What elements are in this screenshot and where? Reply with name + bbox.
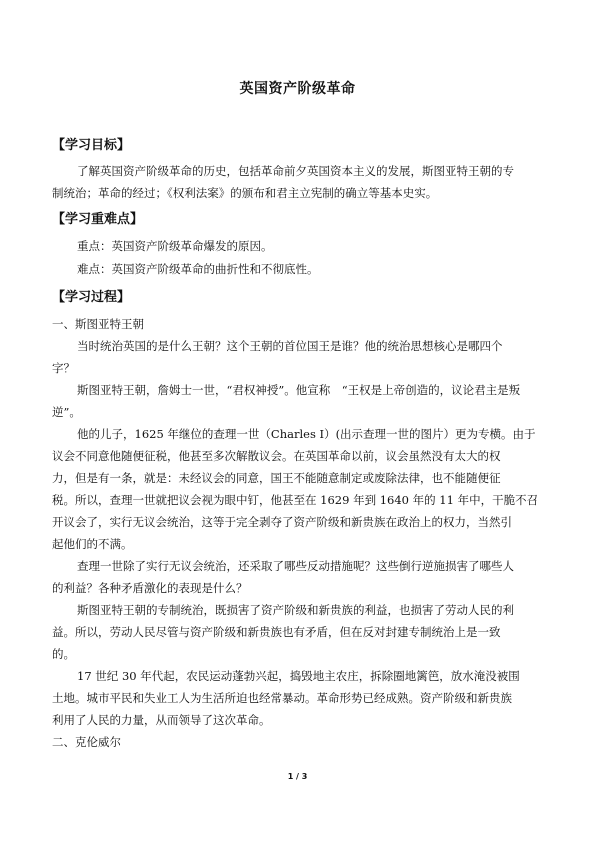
body-line: 利用了人民的力量，从而领导了这次革命。 bbox=[52, 713, 271, 727]
body-line: 逆”。 bbox=[52, 405, 81, 419]
body-line: 的。 bbox=[52, 647, 75, 661]
body-line: 查理一世除了实行无议会统治，还采取了哪些反动措施呢？这些倒行逆施损害了哪些人 bbox=[77, 559, 514, 573]
body-line: 议会不同意他随便征税，他甚至多次解散议会。在英国革命以前，议会虽然没有太大的权 bbox=[52, 449, 501, 463]
body-line: 起他们的不满。 bbox=[52, 537, 133, 551]
body-line: 税。所以，查理一世就把议会视为眼中钉，他甚至在 1629 年到 1640 年的 11 年中，干脆不召 bbox=[52, 493, 539, 507]
body-line: 斯图亚特王朝的专制统治，既损害了资产阶级和新贵族的利益，也损害了劳动人民的利 bbox=[77, 603, 514, 617]
body-line: 的利益？各种矛盾激化的表现是什么？ bbox=[52, 581, 248, 595]
key-point-line: 重点：英国资产阶级革命爆发的原因。 bbox=[77, 239, 273, 253]
body-line: 益。所以，劳动人民尽管与资产阶级和新贵族也有矛盾，但在反对封建专制统治上是一致 bbox=[52, 625, 501, 639]
body-line: 土地。城市平民和失业工人为生活所迫也经常暴动。革命形势已经成熟。资产阶级和新贵族 bbox=[52, 691, 512, 705]
heading-key-points: 【学习重难点】 bbox=[52, 212, 144, 227]
body-line: 开议会了，实行无议会统治，这等于完全剥夺了资产阶级和新贵族在政治上的权力，当然引 bbox=[52, 515, 512, 529]
body-line: 当时统治英国的是什么王朝？这个王朝的首位国王是谁？他的统治思想核心是哪四个 bbox=[77, 339, 503, 353]
objectives-line: 制统治；革命的经过；《权利法案》的颁布和君主立宪制的确立等基本史实。 bbox=[52, 186, 438, 200]
key-point-line: 难点：英国资产阶级革命的曲折性和不彻底性。 bbox=[77, 262, 319, 276]
objectives-line: 了解英国资产阶级革命的历史，包括革命前夕英国资本主义的发展，斯图亚特王朝的专 bbox=[77, 164, 514, 178]
heading-objectives: 【学习目标】 bbox=[52, 138, 131, 153]
body-line: 力，但是有一条，就是：未经议会的同意，国王不能随意制定或废除法律，也不能随便征 bbox=[52, 471, 501, 485]
body-line: 他的儿子，1625 年继位的查理一世（Charles Ⅰ）(出示查理一世的图片）更为专横。由于 bbox=[77, 427, 536, 441]
page-title: 英国资产阶级革命 bbox=[239, 81, 356, 97]
body-line: 斯图亚特王朝，詹姆士一世，“君权神授”。他宣称 “王权是上帝创造的，议论君主是叛 bbox=[77, 383, 521, 397]
section-1-title: 一、斯图亚特王朝 bbox=[52, 317, 144, 331]
heading-process: 【学习过程】 bbox=[52, 290, 131, 305]
body-line: 17 世纪 30 年代起，农民运动蓬勃兴起，捣毁地主农庄，拆除圈地篱笆，放水淹没被围 bbox=[77, 669, 520, 683]
page-number: 1 / 3 bbox=[287, 772, 308, 781]
section-2-title: 二、克伦威尔 bbox=[52, 735, 121, 749]
body-line: 字？ bbox=[52, 361, 75, 375]
